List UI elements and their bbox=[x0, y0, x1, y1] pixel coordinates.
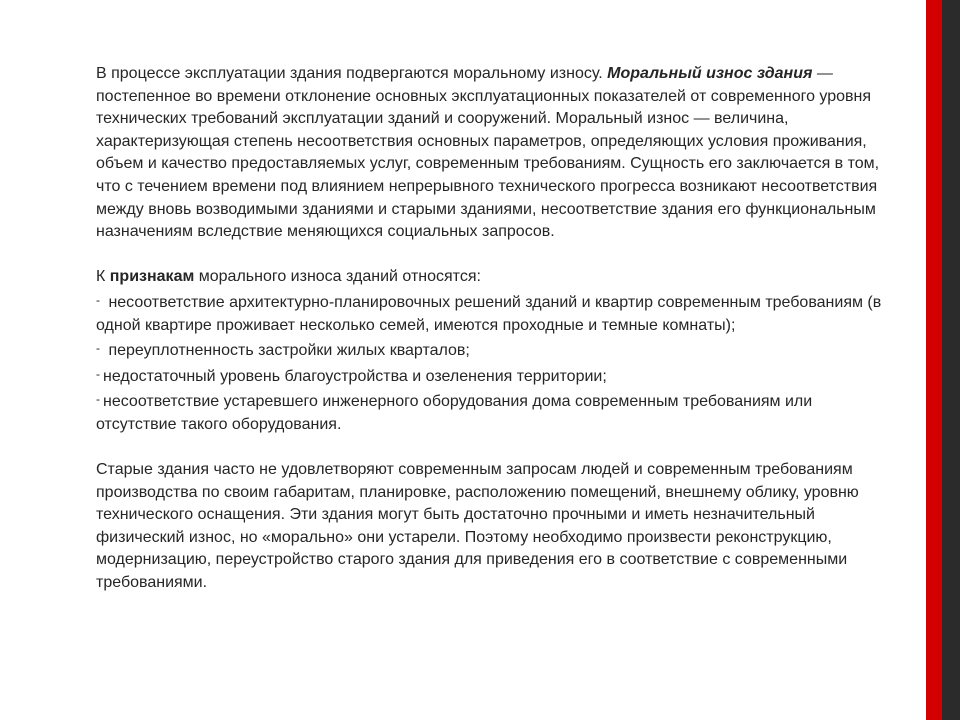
sign-item-text: несоответствие устаревшего инженерного оборудования дома современным требованиям или отсутствие такого оборудования. bbox=[96, 393, 813, 433]
paragraph-definition bbox=[96, 63, 892, 244]
definition-text: — постепенное во времени отклонение основных эксплуатационных показателей от современного уровня технических требований эксплуатации зданий и сооружений. Моральный износ — величина, характеризующая степень несоответствия основных параметров, определяющих условия проживания, объем и качество предоставляемых услуг, современным требованиям. Сущность его заключается в том, что с течением времени под влиянием непрерывного технического прогресса возникают несоответствия между вновь возводимыми зданиями и старыми зданиями, несоответствие здания его функциональным назначениям вследствие меняющихся социальных запросов. bbox=[96, 65, 880, 241]
signs-intro-start: К bbox=[96, 268, 110, 286]
sign-item bbox=[96, 289, 892, 337]
paragraph-gap bbox=[96, 437, 892, 460]
definition-term: Моральный износ здания bbox=[607, 65, 813, 82]
sign-item bbox=[96, 363, 892, 389]
paragraph-old-buildings: Старые здания часто не удовлетворяют современным запросам людей и современным требованиям производства по своим габаритам, планировке, расположению помещений, внешнему облику, уровню технического оснащения. Эти здания могут быть достаточно прочными и иметь незначительный физический износ, но «морально» они устарели. Поэтому необходимо произвести реконструкцию, модернизацию, переустройство старого здания для приведения его в соответствие с современными требованиями. bbox=[96, 461, 859, 592]
sign-item bbox=[96, 388, 892, 436]
slide-body bbox=[96, 63, 892, 595]
definition-intro: В процессе эксплуатации здания подвергаются моральному износу. bbox=[96, 65, 608, 82]
dash-marker-icon: - bbox=[96, 366, 100, 381]
sign-item-text: недостаточный уровень благоустройства и озеленения территории; bbox=[103, 367, 607, 385]
signs-intro-keyword: признакам bbox=[109, 268, 195, 286]
sign-item bbox=[96, 337, 892, 363]
signs-intro bbox=[96, 266, 892, 289]
paragraph-gap bbox=[96, 244, 892, 267]
signs-intro-end: морального износа зданий относятся: bbox=[194, 268, 481, 286]
accent-strip-red bbox=[926, 0, 942, 720]
accent-strip-dark bbox=[942, 0, 960, 720]
dash-marker-icon: - bbox=[96, 392, 100, 407]
sign-item-text: несоответствие архитектурно-планировочных решений зданий и квартир современным требованиям (в одной квартире проживает несколько семей, имеются проходные и темные комнаты); bbox=[96, 293, 882, 334]
dash-marker-icon: - bbox=[96, 292, 100, 307]
sign-item-text: переуплотненность застройки жилых кварталов; bbox=[104, 342, 470, 360]
dash-marker-icon: - bbox=[96, 341, 100, 356]
